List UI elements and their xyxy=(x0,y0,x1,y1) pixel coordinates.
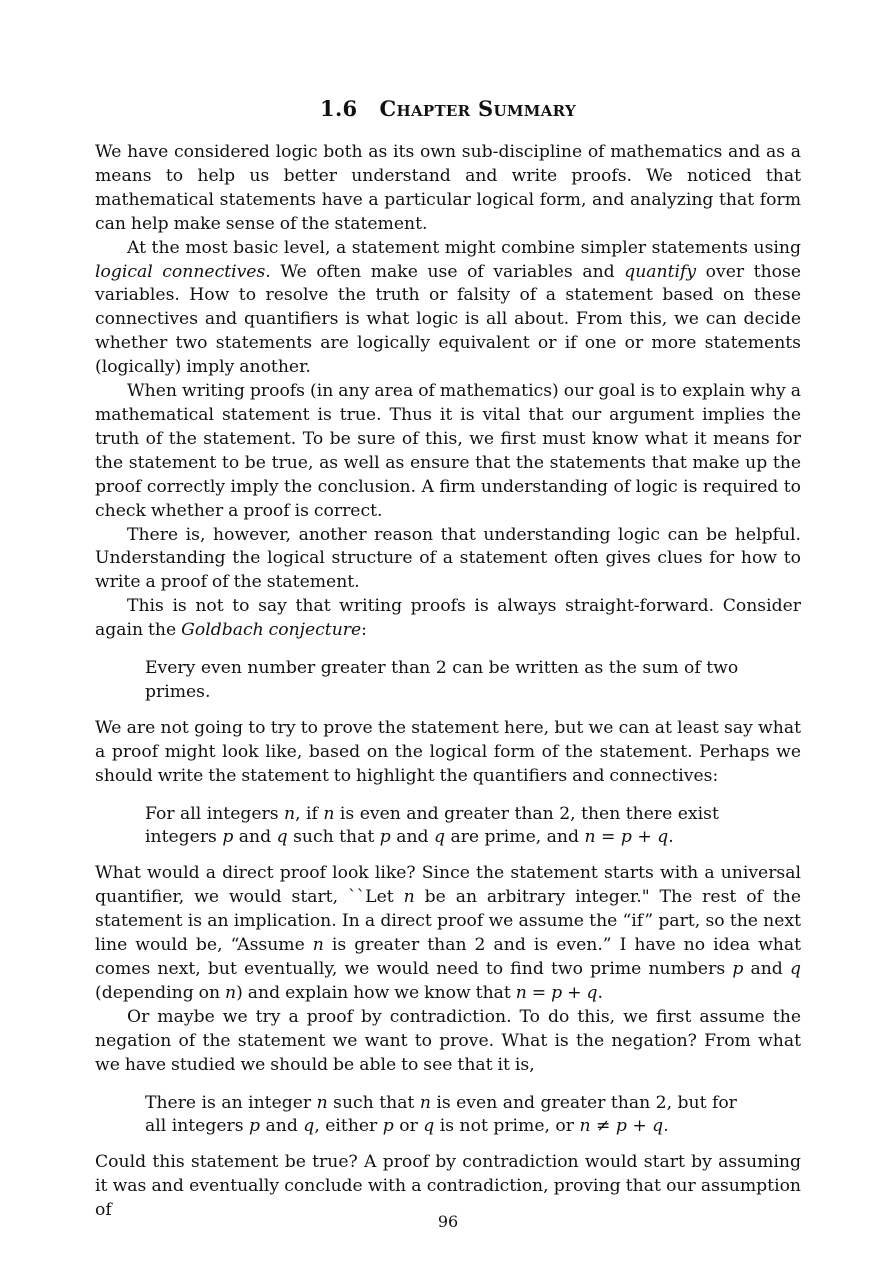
quote-negation: There is an integer n such that n is even and greater than 2, but for all integers p and q, either p or q is not prime, or n ≠ p + q. xyxy=(145,1092,737,1137)
paragraph-1: We have considered logic both as its own sub-discipline of mathematics and as a means to help us better understand and write proofs. We noticed that mathematical statements have a particular logical form, and analyzing that form can help make sense of the statement. xyxy=(95,142,801,234)
paragraph-7: What would a direct proof look like? Since the statement starts with a universal quantifier, we would start, ``Let n be an arbitrary integer." The rest of the statement is an implication. In a direct proof we assume the “if” part, so the next line would be, “Assume n is greater than 2 and is even.” I have no idea what comes next, but eventually, we would need to find two prime numbers p and q (depending on n) and explain how we know that n = p + q. xyxy=(95,863,801,1003)
section-title: Chapter Summary xyxy=(379,96,576,121)
page-number: 96 xyxy=(437,1212,459,1231)
paragraph-3: When writing proofs (in any area of mathematics) our goal is to explain why a mathematical statement is true. Thus it is vital that our argument implies the truth of the statement. To be sure of this, we first must know what it means for the statement to be true, as well as ensure that the statements that make up the proof correctly imply the conclusion. A firm understanding of logic is required to check whether a proof is correct. xyxy=(95,381,801,521)
quote-goldbach: Every even number greater than 2 can be written as the sum of two primes. xyxy=(145,658,739,702)
term-logical-connectives: logical connectives xyxy=(95,261,266,282)
paragraph-6: We are not going to try to prove the statement here, but we can at least say what a proof might look like, based on the logical form of the statement. Perhaps we should write the statement to highlight the quantifiers and connectives: xyxy=(95,717,801,786)
paragraph-4: There is, however, another reason that understanding logic can be helpful. Understanding the logical structure of a statement often gives clues for how to write a proof of the statement. xyxy=(95,524,801,593)
section-heading xyxy=(95,96,801,121)
paragraph-2: At the most basic level, a statement might combine simpler statements using logical connectives. We often make use of variables and quantify over those variables. How to resolve the truth or falsity of a statement based on these connectives and quantifiers is what logic is all about. From this, we can decide whether two statements are logically equivalent or if one or more statements (logically) imply another. xyxy=(95,237,801,378)
paragraph-9: Could this statement be true? A proof by contradiction would start by assuming it was and eventually conclude with a contradiction, proving that our assumption of xyxy=(95,1152,801,1221)
paragraph-8: Or maybe we try a proof by contradiction. To do this, we first assume the negation of the statement we want to prove. What is the negation? From what we have studied we should be able to see that it is, xyxy=(95,1006,801,1075)
term-goldbach-conjecture: Goldbach conjecture xyxy=(181,620,362,641)
term-quantify: quantify xyxy=(624,261,697,282)
quote-quantified-statement: For all integers n, if n is even and greater than 2, then there exist integers p and q such that p and q are prime, and n = p + q. xyxy=(145,803,719,848)
paragraph-5: This is not to say that writing proofs is always straight-forward. Consider again the Goldbach conjecture: xyxy=(95,596,801,641)
page-body xyxy=(95,96,801,1223)
section-number: 1.6 xyxy=(320,96,358,121)
